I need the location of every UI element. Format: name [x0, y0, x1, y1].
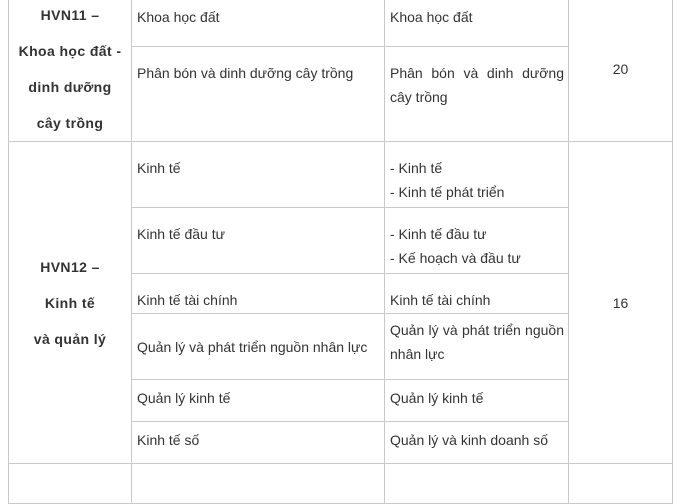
empty-cell — [9, 464, 132, 504]
table-row — [9, 464, 673, 504]
group-code-cell — [9, 0, 132, 142]
group-name-line: dinh dưỡng — [28, 79, 112, 95]
major-name: - Kinh tế — [390, 160, 443, 176]
group-name-line: Khoa học đất - — [18, 43, 122, 59]
major-name: Quản lý và kinh doanh số — [390, 432, 548, 448]
subject-name: Khoa học đất — [137, 9, 220, 25]
major-name: Quản lý và phát triển nguồn nhân lực — [390, 322, 564, 362]
major-cell — [385, 422, 569, 464]
major-name: Quản lý kinh tế — [390, 390, 484, 406]
subject-name: Quản lý kinh tế — [137, 390, 231, 406]
group-code: HVN12 – — [40, 258, 100, 275]
subject-cell — [132, 142, 385, 208]
major-cell — [385, 0, 569, 46]
major-name: Phân bón và dinh dưỡng cây trồng — [390, 64, 564, 105]
group-name-line: và quản lý — [33, 330, 107, 347]
major-cell — [385, 380, 569, 422]
major-name: - Kinh tế phát triển — [390, 184, 505, 200]
subject-name: Quản lý và phát triển nguồn nhân lực — [137, 338, 368, 355]
table-row — [9, 0, 673, 46]
empty-cell — [132, 464, 385, 504]
major-name: Khoa học đất — [390, 9, 473, 25]
subject-cell — [132, 208, 385, 274]
subject-name: Kinh tế tài chính — [137, 292, 238, 308]
quota-value: 20 — [612, 61, 629, 77]
table-row — [9, 142, 673, 208]
major-cell — [385, 142, 569, 208]
group-code-cell — [9, 142, 132, 464]
subject-cell — [132, 0, 385, 46]
major-cell — [385, 314, 569, 380]
subject-cell — [132, 380, 385, 422]
subject-cell — [132, 46, 385, 141]
major-cell — [385, 46, 569, 141]
group-name-line: cây trồng — [36, 115, 104, 131]
major-name: Kinh tế tài chính — [390, 292, 491, 308]
subject-name: Phân bón và dinh dưỡng cây trồng — [137, 64, 354, 81]
subject-cell — [132, 422, 385, 464]
subject-cell — [132, 314, 385, 380]
major-cell — [385, 274, 569, 314]
empty-cell — [385, 464, 569, 504]
quota-cell — [569, 0, 673, 142]
major-name: - Kế hoạch và đầu tư — [390, 250, 521, 266]
major-cell — [385, 208, 569, 274]
major-name: - Kinh tế đầu tư — [390, 226, 487, 242]
subject-name: Kinh tế — [137, 160, 181, 176]
quota-value: 16 — [612, 294, 629, 311]
subject-name: Kinh tế số — [137, 432, 200, 448]
majors-table — [8, 0, 673, 504]
group-code: HVN11 – — [40, 7, 100, 23]
subject-cell — [132, 274, 385, 314]
quota-cell — [569, 142, 673, 464]
group-name-line: Kinh tế — [44, 294, 96, 311]
empty-cell — [569, 464, 673, 504]
subject-name: Kinh tế đầu tư — [137, 226, 225, 242]
